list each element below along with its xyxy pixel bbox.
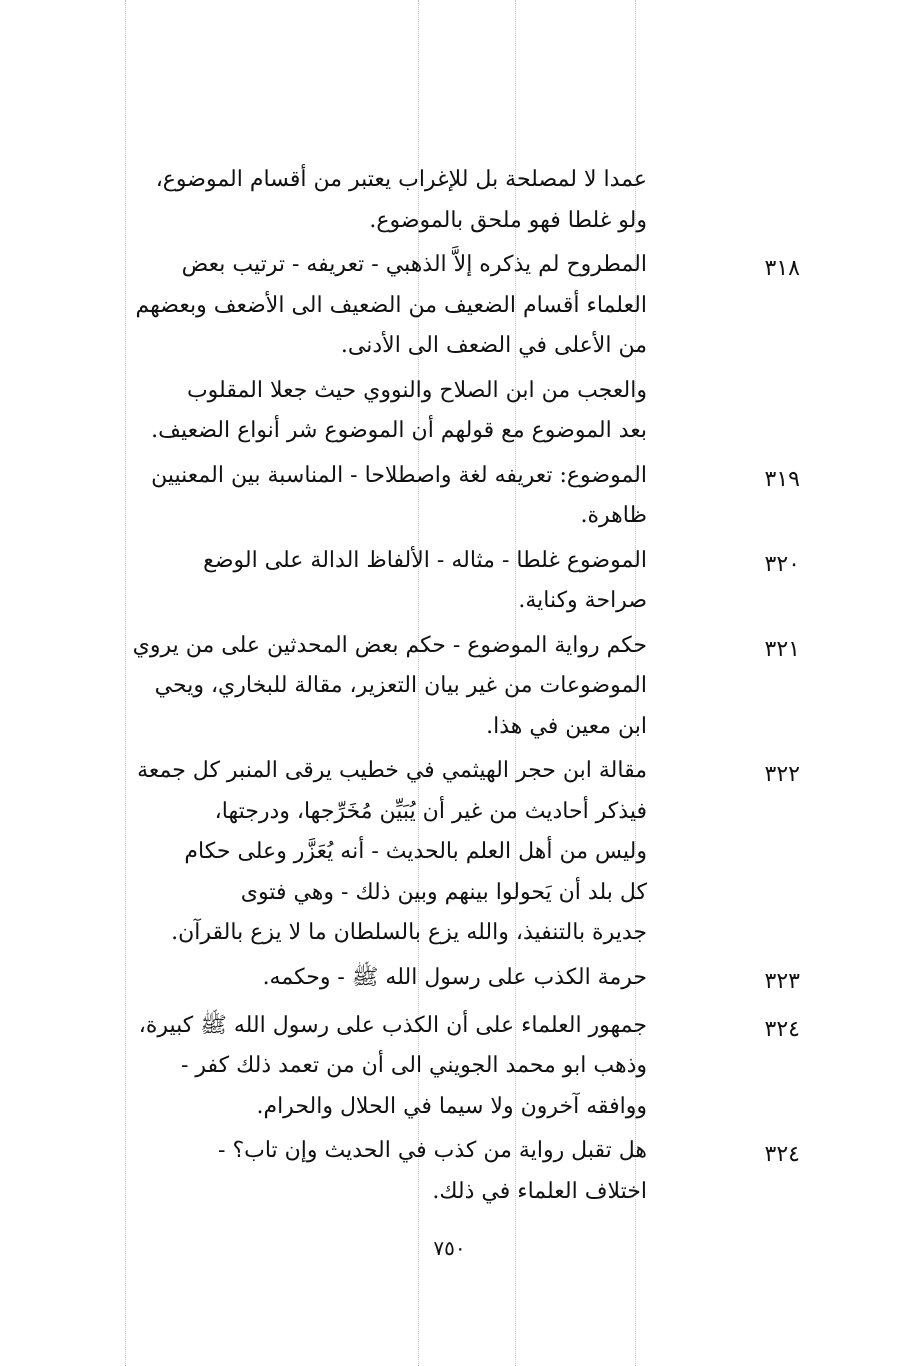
index-entry xyxy=(100,541,800,622)
entry-text-line: ولو غلطا فهو ملحق بالموضوع. xyxy=(369,207,647,233)
entry-text-line: الموضوع غلطا - مثاله - الألفاظ الدالة على الوضع xyxy=(203,547,647,573)
entry-text-line: اختلاف العلماء في ذلك. xyxy=(432,1178,647,1204)
entry-text-line: فيذكر أحاديث من غير أن يُبَيِّن مُخَرِّجها، ودرجتها، xyxy=(214,798,647,824)
entry-text-line: حرمة الكذب على رسول الله ﷺ - وحكمه. xyxy=(262,964,647,990)
entry-number: ٣١٨ xyxy=(764,256,800,281)
entry-text-line: ابن معين في هذا. xyxy=(486,713,647,739)
index-entry xyxy=(100,626,800,748)
entry-text-line: من الأعلى في الضعف الى الأدنى. xyxy=(340,333,647,358)
index-entry xyxy=(100,958,800,1002)
entry-number: ٣٢١ xyxy=(764,636,800,662)
entry-number: ٣٢٠ xyxy=(764,551,800,577)
index-entry xyxy=(100,1131,800,1212)
page-number: ٧٥٠ xyxy=(433,1236,466,1260)
entry-number: ٣٢٢ xyxy=(764,762,800,787)
entry-text-line: وذهب ابو محمد الجويني الى أن من تعمد ذلك كفر - xyxy=(180,1053,647,1078)
entry-text xyxy=(127,958,647,999)
entry-text-line: كل بلد أن يَحولوا بينهم وبين ذلك - وهي فتوى xyxy=(240,879,647,905)
entry-text-line: والعجب من ابن الصلاح والنووي حيث جعلا المقلوب xyxy=(186,377,647,403)
entry-text xyxy=(127,541,647,622)
entry-number: ٣٢٣ xyxy=(764,968,800,994)
entry-text-line: الموضوع: تعريفه لغة واصطلاحا - المناسبة بين المعنيين xyxy=(151,462,647,488)
entry-text xyxy=(127,626,647,748)
index-entry xyxy=(100,245,800,367)
index-entry xyxy=(100,160,800,241)
entry-text-line: مقالة ابن حجر الهيثمي في خطيب يرقى المنبر كل جمعة xyxy=(137,758,647,783)
entry-text-line: جمهور العلماء على أن الكذب على رسول الله ﷺ كبيرة، xyxy=(138,1012,647,1038)
entry-text-line: وليس من أهل العلم بالحديث - أنه يُعَزَّر وعلى حكام xyxy=(184,839,647,864)
entry-text-line: ظاهرة. xyxy=(580,503,647,528)
entry-number: ٣٢٤ xyxy=(764,1142,800,1167)
entry-text-line: جديرة بالتنفيذ، والله يزع بالسلطان ما لا يزع بالقرآن. xyxy=(171,920,647,945)
entry-text-line: حكم رواية الموضوع - حكم بعض المحدثين على من يروي xyxy=(132,632,647,658)
entry-text xyxy=(127,371,647,452)
entry-text xyxy=(127,245,647,367)
entry-number: ٣٢٤ xyxy=(764,1016,800,1042)
entry-number xyxy=(710,160,800,164)
entry-text-line: الموضوعات من غير بيان التعزير، مقالة للبخاري، ويحي xyxy=(154,673,647,698)
index-entry xyxy=(100,456,800,537)
entry-text-line: ووافقه آخرون ولا سيما في الحلال والحرام. xyxy=(256,1093,647,1119)
index-entry xyxy=(100,751,800,954)
entry-text-line: بعد الموضوع مع قولهم أن الموضوع شر أنواع الضعيف. xyxy=(151,418,647,443)
entry-text xyxy=(127,751,647,954)
entry-text xyxy=(127,1006,647,1128)
entry-number xyxy=(710,371,800,375)
entry-text xyxy=(127,160,647,241)
entry-text-line: صراحة وكناية. xyxy=(518,588,647,613)
index-entries xyxy=(100,160,800,1216)
entry-text xyxy=(127,1131,647,1212)
entry-text-line: العلماء أقسام الضعيف من الضعيف الى الأضعف وبعضهم xyxy=(135,292,647,318)
entry-text xyxy=(127,456,647,537)
index-entry xyxy=(100,371,800,452)
entry-text-line: هل تقبل رواية من كذب في الحديث وإن تاب؟ - xyxy=(218,1138,647,1163)
entry-number: ٣١٩ xyxy=(764,466,800,492)
entry-text-line: المطروح لم يذكره إلاَّ الذهبي - تعريفه - ترتيب بعض xyxy=(181,252,647,277)
index-entry xyxy=(100,1006,800,1128)
entry-text-line: عمدا لا لمصلحة بل للإغراب يعتبر من أقسام الموضوع، xyxy=(155,167,647,192)
